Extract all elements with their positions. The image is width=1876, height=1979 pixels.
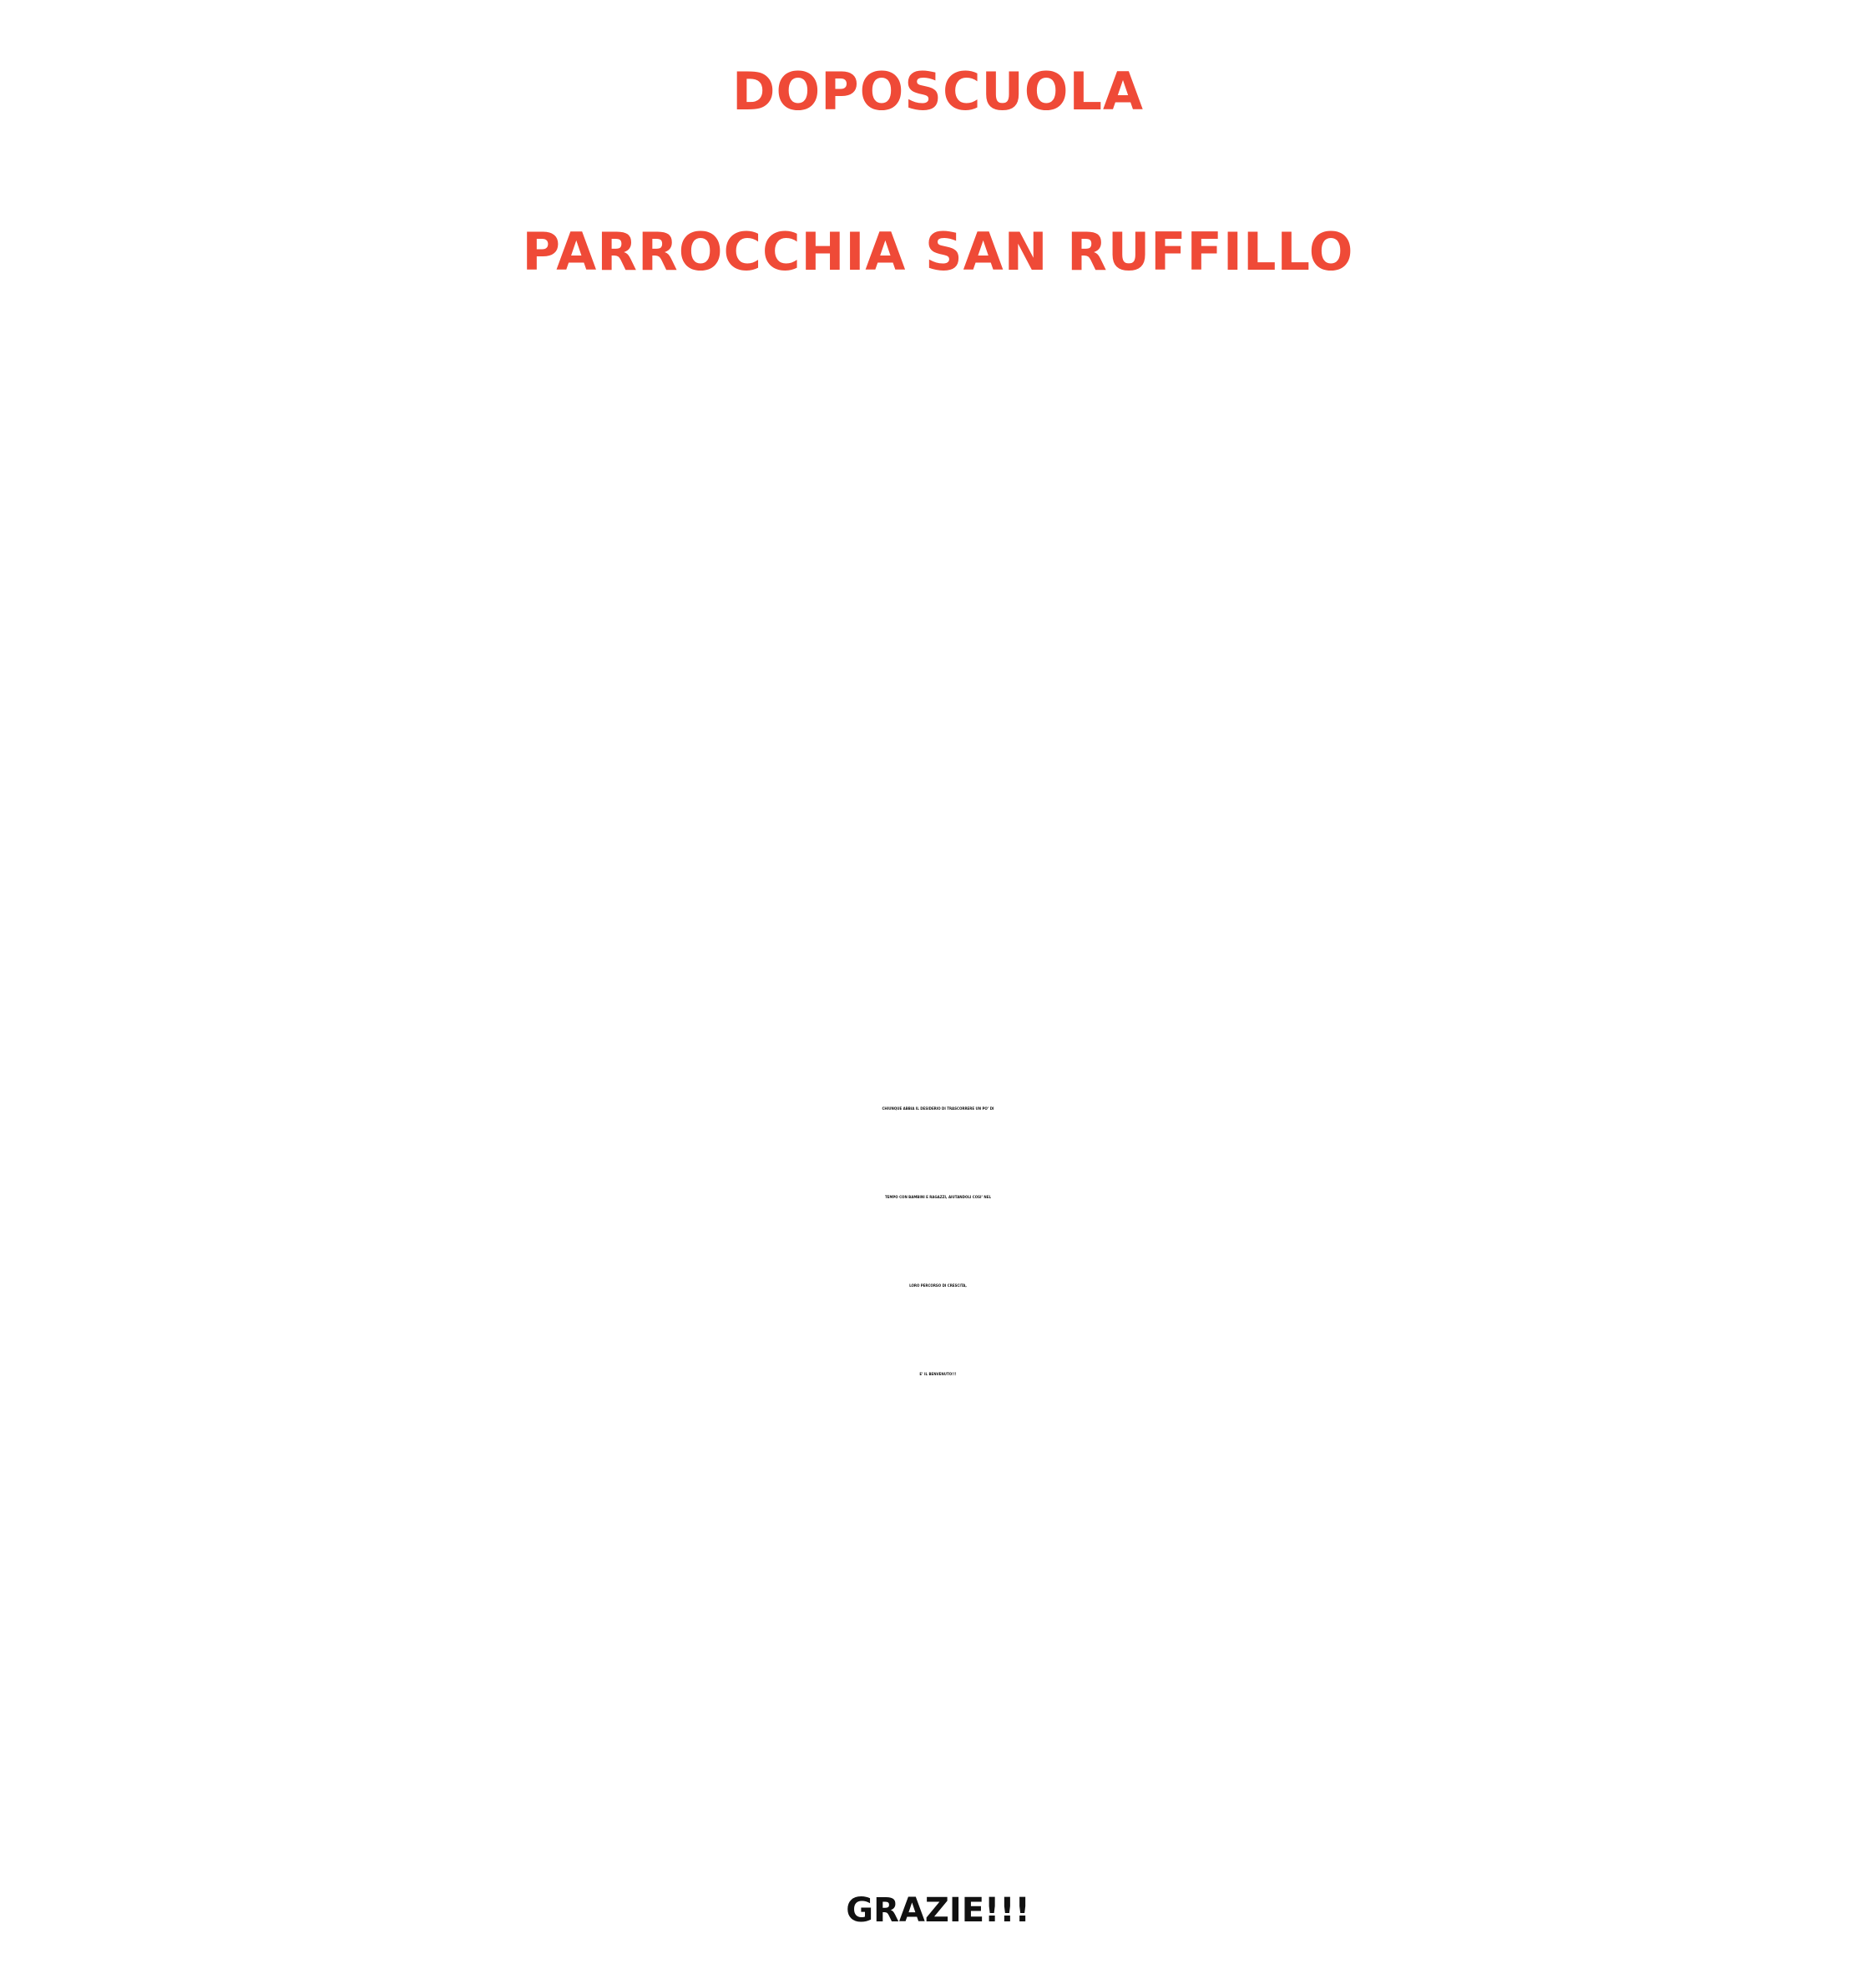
service-line-3 [0, 924, 1876, 982]
schedule-line-3 [0, 555, 1876, 614]
contact-phone-segreteria [0, 1741, 1876, 1799]
closing-grazie: GRAZIE!!! [846, 1891, 1030, 1930]
contact-line-1 [0, 1495, 1876, 1553]
service-line-1 [0, 777, 1876, 835]
title-line-1: DOPOSCUOLA [731, 61, 1144, 122]
schedule-line-4 [0, 639, 1876, 697]
appeal-line-3: LORO PERCORSO DI CRESCITA, [909, 1283, 967, 1288]
contact-phone-silvia [0, 1658, 1876, 1716]
schedule-line-1 [0, 388, 1876, 447]
service-line-4 [0, 997, 1876, 1055]
contact-line-2 [0, 1574, 1876, 1632]
service-line-2 [0, 850, 1876, 909]
schedule-line-2 [0, 472, 1876, 530]
appeal-line-4: E’ IL BENVENUTO!!! [919, 1372, 957, 1376]
appeal-line-1: CHIUNQUE ABBIA IL DESIDERIO DI TRASCORRERE UN PO’ DI [882, 1106, 994, 1111]
appeal-line-2: TEMPO CON BAMBINI E RAGAZZI, AIUTANDOLI COSI’ NEL [884, 1195, 992, 1199]
title-line-2: PARROCCHIA SAN RUFFILLO [522, 221, 1354, 282]
